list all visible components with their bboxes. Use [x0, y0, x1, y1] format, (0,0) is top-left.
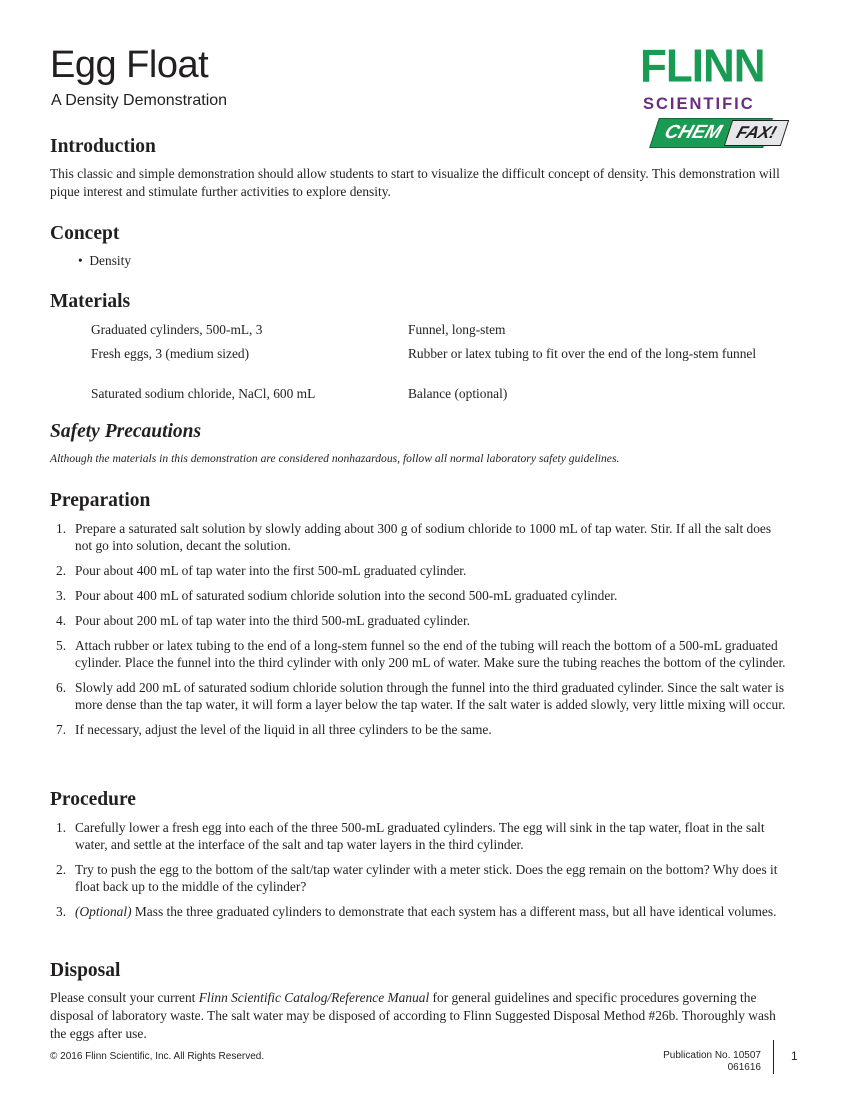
material-item: Graduated cylinders, 500-mL, 3: [91, 322, 263, 337]
logo-fax-badge: FAX!: [724, 120, 789, 146]
procedure-steps: [50, 819, 790, 920]
safety-text: Although the materials in this demonstration are considered nonhazardous, follow all normal laboratory safety guidelines.: [50, 452, 620, 465]
disposal-heading: Disposal: [50, 960, 121, 981]
list-item: 2. Try to push the egg to the bottom of the salt/tap water cylinder with a meter stick. Does the egg remain on the bottom? Why does it float back up to the middle of the cylinder?: [56, 862, 778, 894]
logo-flinn-text: FLINN: [640, 40, 765, 93]
list-item: 4. Pour about 200 mL of tap water into the third 500-mL graduated cylinder.: [56, 613, 471, 628]
list-item: 3. Pour about 400 mL of saturated sodium chloride solution into the second 500-mL graduated cylinder.: [56, 588, 618, 603]
material-item: Rubber or latex tubing to fit over the end of the long-stem funnel: [408, 346, 757, 361]
procedure-heading: Procedure: [50, 789, 136, 810]
list-item: 1. Carefully lower a fresh egg into each of the three 500-mL graduated cylinders. The egg will sink in the tap water, float in the salt water, and settle at the interface of the salt and tap water layers in the third cylinder.: [56, 820, 765, 852]
disposal-text: Please consult your current Flinn Scientific Catalog/Reference Manual for general guidelines and specific procedures governing the disposal of laboratory waste. The salt water may be disposed of according to Flinn Suggested Disposal Method #26b. Thoroughly wash the eggs after use.: [50, 990, 776, 1041]
preparation-steps: [50, 520, 790, 738]
preparation-heading: Preparation: [50, 490, 151, 511]
logo-scientific-text: SCIENTIFIC: [643, 95, 755, 113]
logo-chem-badge: CHEM: [649, 118, 773, 148]
material-item: Fresh eggs, 3 (medium sized): [91, 346, 250, 361]
list-item: 2. Pour about 400 mL of tap water into the first 500-mL graduated cylinder.: [56, 563, 467, 578]
list-item: 7. If necessary, adjust the level of the liquid in all three cylinders to be the same.: [56, 722, 492, 737]
material-item: Balance (optional): [408, 386, 508, 401]
material-item: Funnel, long-stem: [408, 322, 506, 337]
page-subtitle: A Density Demonstration: [51, 92, 228, 109]
list-item: 5. Attach rubber or latex tubing to the end of a long-stem funnel so the end of the tubing will reach the bottom of a 500-mL graduated cylinder. Place the funnel into the third cylinder with only 200 mL of water. Make sure the tubing reaches the bottom of the cylinder.: [56, 638, 786, 670]
introduction-text: This classic and simple demonstration should allow students to start to visualize the difficult concept of density. This demonstration will pique interest and stimulate further activities to explore density.: [50, 166, 780, 199]
list-item: 1. Prepare a saturated salt solution by slowly adding about 300 g of sodium chloride to 1000 mL of tap water. Stir. If all the salt does not go into solution, decant the solution.: [56, 521, 772, 553]
introduction-heading: Introduction: [50, 136, 156, 157]
list-item: 3. (Optional) Mass the three graduated cylinders to demonstrate that each system has a different mass, but all have identical volumes.: [56, 904, 777, 919]
page-title: Egg Float: [50, 44, 209, 86]
page-number: 1: [791, 1049, 798, 1063]
list-item: 6. Slowly add 200 mL of saturated sodium chloride solution through the funnel into the third graduated cylinder. Since the salt water is more dense than the tap water, it will form a layer below the tap water. If the salt water is added slowly, very little mixing will occur.: [56, 680, 786, 712]
copyright-text: © 2016 Flinn Scientific, Inc. All Rights Reserved.: [50, 1051, 265, 1062]
concept-heading: Concept: [50, 223, 120, 244]
materials-heading: Materials: [50, 291, 131, 312]
footer-divider: [773, 1040, 774, 1074]
material-item: Saturated sodium chloride, NaCl, 600 mL: [91, 386, 316, 401]
publication-info: Publication No. 10507 061616: [663, 1050, 761, 1073]
flinn-logo: [640, 40, 810, 150]
concept-item: • Density: [78, 253, 132, 268]
safety-heading: Safety Precautions: [50, 421, 202, 442]
